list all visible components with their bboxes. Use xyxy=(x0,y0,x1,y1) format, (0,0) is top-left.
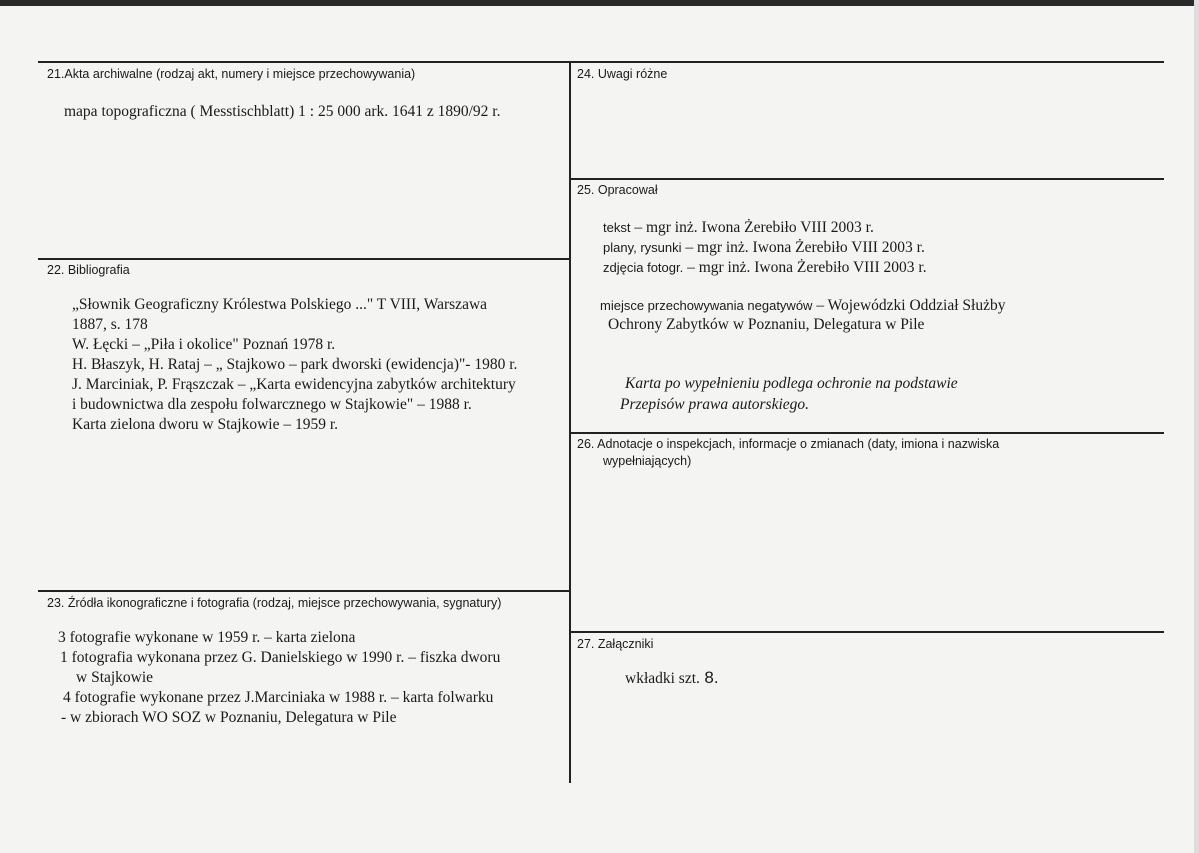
attachments-entry xyxy=(625,668,719,688)
negatives-label: miejsce przechowywania negatywów xyxy=(600,298,813,313)
bibliography-entry: W. Łęcki – „Piła i okolice" Poznań 1978 r. xyxy=(72,336,336,353)
section-23-heading: 23. Źródła ikonograficzne i fotografia (rodzaj, miejsce przechowywania, sygnatury) xyxy=(47,596,502,610)
section-27-heading: 27. Załączniki xyxy=(577,637,654,651)
bibliography-entry: 1887, s. 178 xyxy=(72,316,148,333)
iconography-entry: 4 fotografie wykonane przez J.Marciniaka w 1988 r. – karta folwarku xyxy=(63,689,494,706)
credit-value: – mgr inż. Iwona Żerebiło VIII 2003 r. xyxy=(630,219,874,236)
scan-top-edge xyxy=(0,0,1199,6)
copyright-note-line1: Karta po wypełnieniu podlega ochronie na podstawie xyxy=(625,375,958,392)
bibliography-entry: H. Błaszyk, H. Rataj – „ Stajkowo – park dworski (ewidencja)"- 1980 r. xyxy=(72,356,518,373)
attachments-label: wkładki szt. xyxy=(625,670,700,687)
scan-right-edge xyxy=(1194,0,1199,853)
bibliography-list xyxy=(72,295,517,435)
rule-26-27 xyxy=(570,631,1164,633)
section-25-heading: 25. Opracował xyxy=(577,183,658,197)
iconography-entry: 3 fotografie wykonane w 1959 r. – karta zielona xyxy=(58,629,356,646)
negatives-location xyxy=(600,296,1005,316)
top-rule xyxy=(38,61,1164,63)
rule-21-22 xyxy=(38,258,570,260)
bibliography-entry: Karta zielona dworu w Stajkowie – 1959 r. xyxy=(72,416,339,433)
section-26-heading: 26. Adnotacje o inspekcjach, informacje o zmianach (daty, imiona i nazwiska xyxy=(577,437,1000,451)
bibliography-entry: i budownictwa dla zespołu folwarcznego w Stajkowie" – 1988 r. xyxy=(72,396,472,413)
rule-22-23 xyxy=(38,590,570,592)
negatives-location-continued: Ochrony Zabytków w Poznaniu, Delegatura w Pile xyxy=(608,316,925,333)
credit-label: plany, rysunki xyxy=(603,240,682,255)
credit-value: – mgr inż. Iwona Żerebiło VIII 2003 r. xyxy=(683,259,927,276)
iconography-entry: - w zbiorach WO SOZ w Poznaniu, Delegatura w Pile xyxy=(61,709,397,726)
bibliography-entry: „Słownik Geograficzny Królestwa Polskiego ..." T VIII, Warszawa xyxy=(72,296,488,313)
rule-25-26 xyxy=(570,432,1164,434)
credit-label: zdjęcia fotogr. xyxy=(603,260,684,275)
iconography-entry: w Stajkowie xyxy=(76,669,154,686)
attachments-count: 8. xyxy=(704,668,719,687)
iconography-list xyxy=(58,628,500,728)
center-divider xyxy=(569,61,571,783)
section-26-heading-continued: wypełniających) xyxy=(603,454,692,468)
credit-value: – mgr inż. Iwona Żerebiło VIII 2003 r. xyxy=(681,239,925,256)
section-21-text: mapa topograficzna ( Messtischblatt) 1 : 25 000 ark. 1641 z 1890/92 r. xyxy=(64,103,501,120)
section-24-heading: 24. Uwagi różne xyxy=(577,67,668,81)
section-21-heading: 21.Akta archiwalne (rodzaj akt, numery i miejsce przechowywania) xyxy=(47,67,416,81)
author-credits xyxy=(603,218,927,278)
bibliography-entry: J. Marciniak, P. Frąszczak – „Karta ewidencyjna zabytków architektury xyxy=(72,376,516,393)
credit-label: tekst xyxy=(603,220,631,235)
negatives-value: – Wojewódzki Oddział Służby xyxy=(812,297,1006,314)
rule-24-25 xyxy=(570,178,1164,180)
copyright-note-line2: Przepisów prawa autorskiego. xyxy=(620,396,810,413)
credit-row xyxy=(603,238,927,258)
iconography-entry: 1 fotografia wykonana przez G. Danielskiego w 1990 r. – fiszka dworu xyxy=(60,649,501,666)
credit-row xyxy=(603,258,927,278)
credit-row xyxy=(603,218,927,238)
section-22-heading: 22. Bibliografia xyxy=(47,263,130,277)
